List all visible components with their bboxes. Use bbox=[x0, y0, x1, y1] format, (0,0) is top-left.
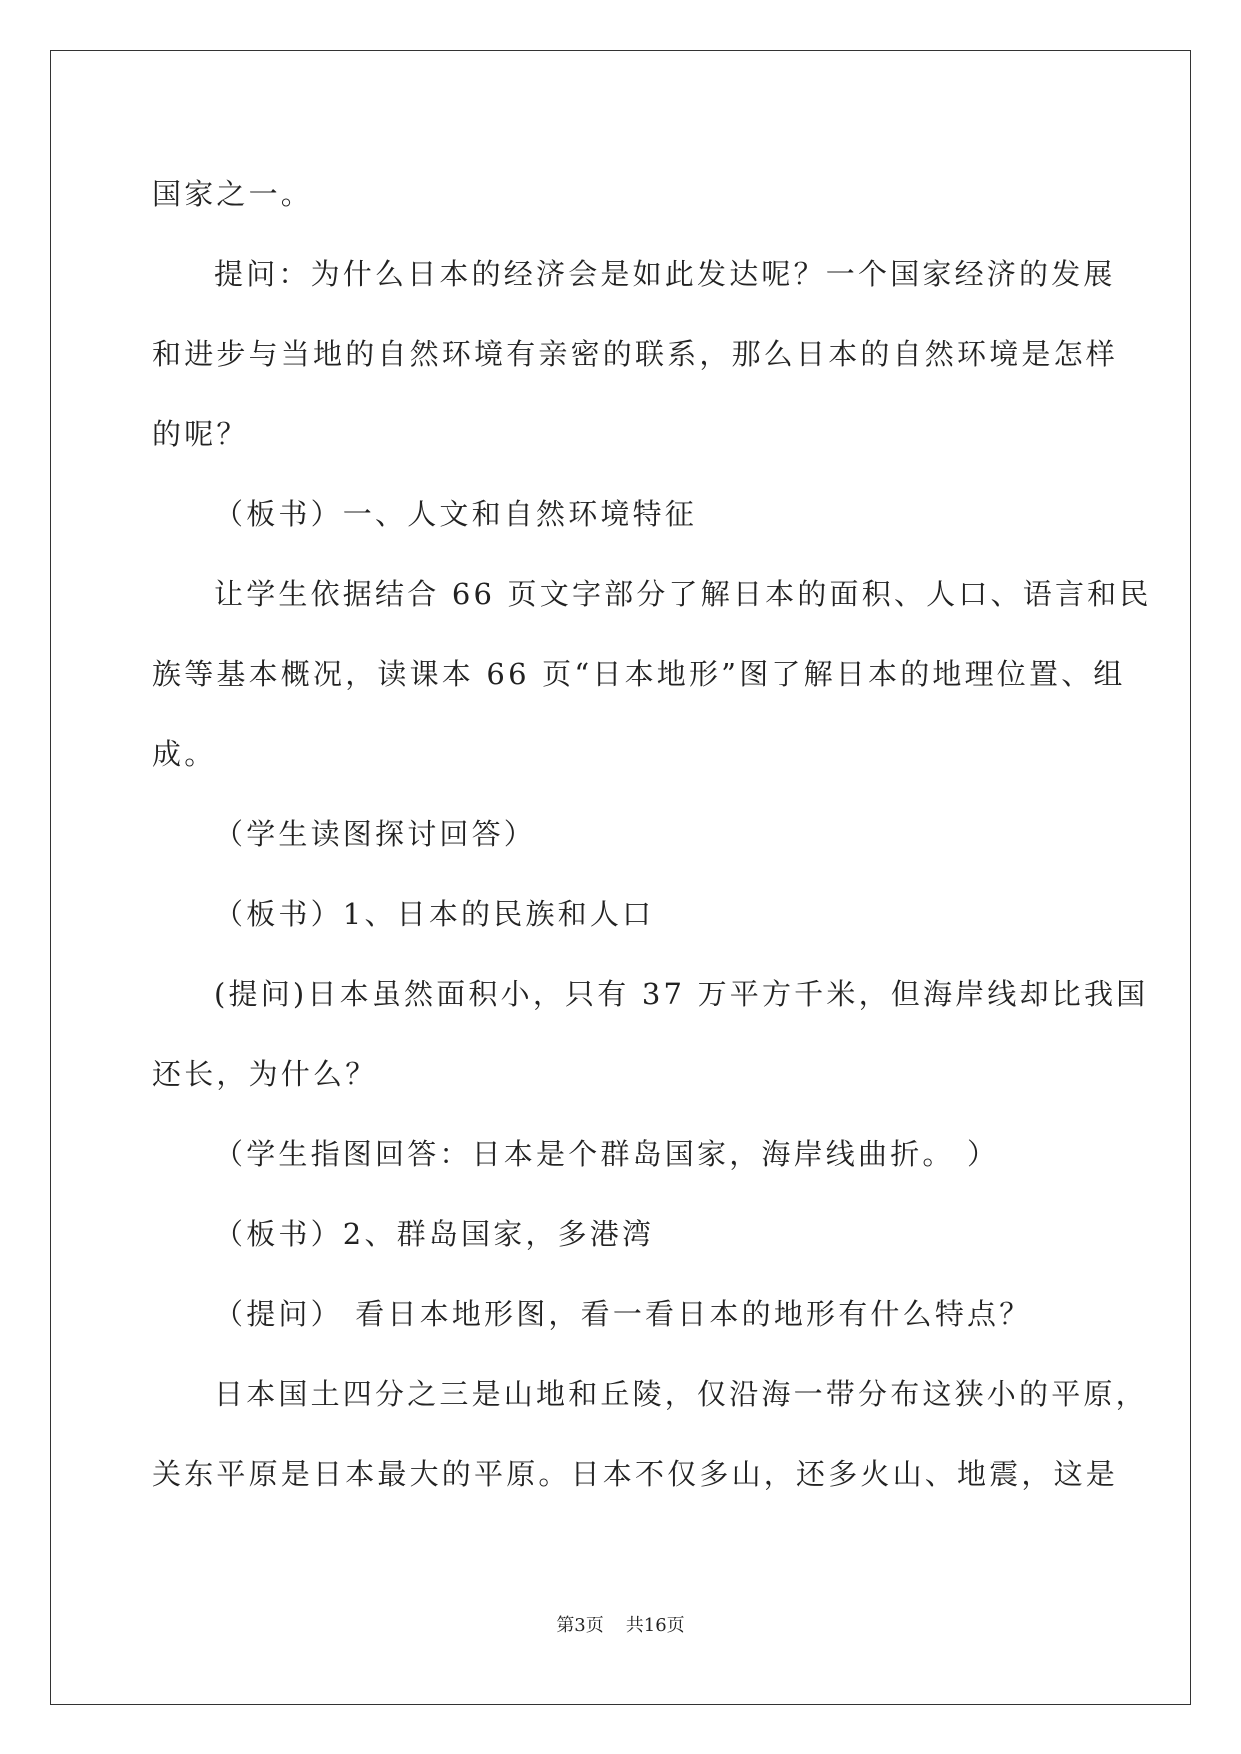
text-line: （提问） 看日本地形图，看一看日本的地形有什么特点？ bbox=[214, 1297, 1032, 1331]
text-line: 让学生依据结合 66 页文字部分了解日本的面积、人口、语言和民 bbox=[214, 577, 1152, 611]
current-page-number: 第3页 bbox=[556, 1615, 604, 1636]
text-line: 提问：为什么日本的经济会是如此发达呢？一个国家经济的发展 bbox=[214, 257, 1116, 291]
text-line: 成。 bbox=[152, 737, 217, 771]
total-page-count: 共16页 bbox=[625, 1615, 685, 1636]
text-line: (提问)日本虽然面积小，只有 37 万平方千米，但海岸线却比我国 bbox=[214, 977, 1149, 1011]
text-line: （学生指图回答：日本是个群岛国家，海岸线曲折。 ） bbox=[214, 1137, 1000, 1171]
text-line: 族等基本概况，读课本 66 页“日本地形”图了解日本的地理位置、组 bbox=[152, 657, 1126, 691]
text-line: （板书）2、群岛国家，多港湾 bbox=[214, 1217, 655, 1251]
text-line: （学生读图探讨回答） bbox=[214, 817, 537, 851]
text-line: 日本国土四分之三是山地和丘陵，仅沿海一带分布这狭小的平原， bbox=[214, 1377, 1148, 1411]
text-line: 还长，为什么？ bbox=[152, 1057, 378, 1091]
text-line: （板书）一、人文和自然环境特征 bbox=[214, 497, 698, 531]
text-line: 国家之一。 bbox=[152, 177, 314, 211]
text-line: 的呢？ bbox=[152, 417, 249, 451]
page-footer bbox=[0, 1614, 1241, 1638]
text-line: 关东平原是日本最大的平原。日本不仅多山，还多火山、地震，这是 bbox=[152, 1457, 1119, 1491]
text-line: 和进步与当地的自然环境有亲密的联系，那么日本的自然环境是怎样 bbox=[152, 337, 1119, 371]
text-line: （板书）1、日本的民族和人口 bbox=[214, 897, 655, 931]
